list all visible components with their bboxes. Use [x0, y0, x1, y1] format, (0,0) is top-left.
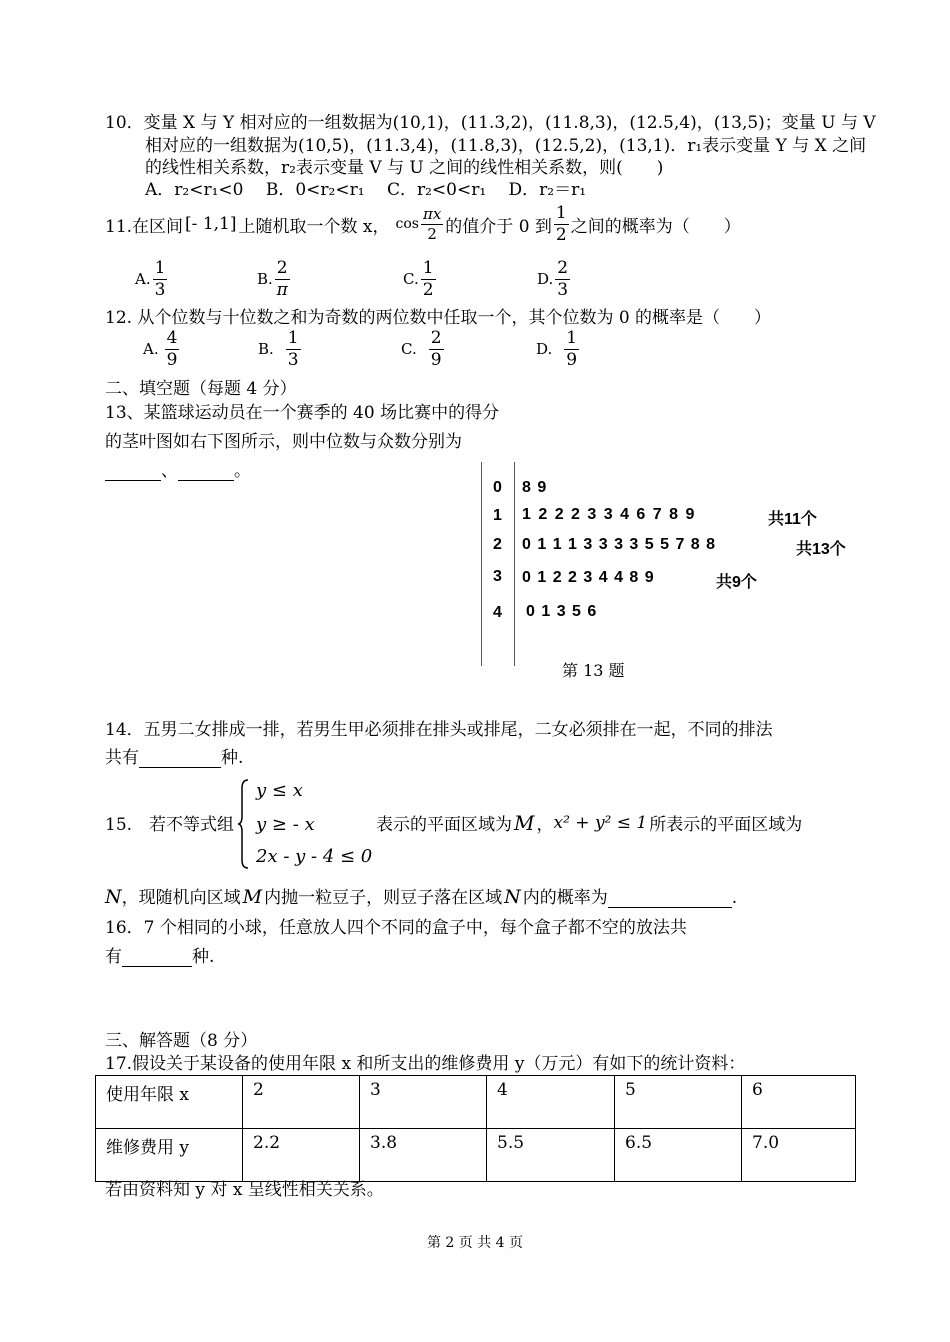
section-fill-in-title: 二、填空题（每题 4 分）	[105, 379, 297, 399]
option-num: 1	[287, 327, 299, 348]
q15-stem-right	[376, 810, 802, 835]
q11-half-den: 2	[555, 224, 567, 245]
q15-ineq-3: 2x - y - 4 ≤ 0	[256, 846, 373, 867]
q15-line2-d: 内抛一粒豆子，则豆子落在区域	[264, 888, 503, 908]
q15-line2-g: .	[731, 888, 738, 908]
option-num: 4	[166, 327, 178, 348]
q11-cos-den: 2	[427, 224, 437, 243]
q14-line1: 14．五男二女排成一排，若男生甲必须排在排头或排尾，二女必须排在一起，不同的排法	[105, 720, 773, 740]
option-num: 2	[276, 257, 288, 278]
q11-prefix: 11.在区间	[105, 216, 184, 237]
q14-line2	[105, 743, 243, 768]
q13-answer-line	[105, 456, 251, 481]
option-label: D.	[537, 270, 554, 288]
leaves-0: 8 9	[522, 479, 547, 496]
count-2: 共13个	[796, 541, 846, 558]
option-den: 3	[154, 279, 166, 300]
leaves-2: 0 1 1 1 3 3 3 3 5 5 7 8 8	[522, 536, 716, 553]
stem-4: 4	[493, 604, 502, 621]
option-label: C.	[401, 340, 417, 358]
q13-caption: 第 13 题	[562, 661, 625, 680]
table-cell: 6.5	[615, 1129, 742, 1182]
q10-line3: 的线性相关系数，r₂表示变量 V 与 U 之间的线性相关系数，则( )	[145, 158, 664, 178]
q15-prefix: 15. 若不等式组	[105, 815, 235, 835]
q15-region-m-2: M	[242, 886, 263, 908]
q11-half-num: 1	[555, 202, 567, 223]
option-label: A.	[143, 340, 159, 358]
option-num: 2	[557, 257, 569, 278]
q15-brace	[238, 778, 248, 870]
option-label: D.	[536, 340, 553, 358]
option-label: B.	[257, 270, 273, 288]
option-den: 9	[166, 349, 178, 370]
q11-interval: [- 1,1]	[185, 214, 237, 234]
stem-2: 2	[493, 536, 502, 553]
q16-line2-b: 种.	[192, 947, 215, 967]
q16-line1: 16．7 个相同的小球，任意放人四个不同的盒子中，每个盒子都不空的放法共	[105, 918, 687, 938]
page-footer: 第 2 页 共 4 页	[426, 1235, 524, 1251]
option-label: C.	[403, 270, 419, 288]
q15-comma: ，	[536, 815, 554, 835]
leaves-1: 1 2 2 2 3 3 4 6 7 8 9	[522, 506, 695, 523]
table-row	[96, 1076, 856, 1129]
table-cell: 使用年限 x	[96, 1076, 243, 1129]
q15-suffix: 所表示的平面区域为	[649, 815, 803, 835]
table-cell: 4	[487, 1076, 615, 1129]
q10-line2: 相对应的一组数据为(10,5)，(11.3,4)，(11.8,3)，(12.5,2)，(13,1)．r₁表示变量 Y 与 X 之间	[145, 136, 867, 156]
q15-mid: 表示的平面区域为	[376, 815, 512, 835]
q15-circle: x² + y² ≤ 1	[553, 812, 648, 833]
q15-line2-b: ，现随机向区域	[121, 888, 241, 908]
q11-cos-num: πx	[422, 204, 442, 223]
stem-leaf-divider	[514, 462, 515, 666]
table-cell: 5.5	[487, 1129, 615, 1182]
option-den: 3	[287, 349, 299, 370]
q11-option-a	[135, 255, 169, 303]
q12-option-a	[143, 325, 181, 373]
q11-suffix: 之间的概率为（ ）	[570, 216, 741, 237]
table-cell: 5	[615, 1076, 742, 1129]
q11-option-b	[257, 255, 292, 303]
leaves-3: 0 1 2 2 3 4 4 8 9	[522, 569, 654, 586]
table-cell: 7.0	[742, 1129, 856, 1182]
stem-1: 1	[493, 507, 502, 524]
q12-options	[143, 325, 603, 373]
option-den: 9	[430, 349, 442, 370]
q16-line2	[105, 942, 214, 967]
brace-icon	[238, 778, 250, 870]
count-1: 共11个	[768, 511, 817, 528]
q10-options: A．r₂<r₁<0 B．0<r₂<r₁ C．r₂<0<r₁ D．r₂＝r₁	[145, 180, 587, 200]
q14-line2-b: 种.	[221, 748, 244, 768]
q15-region-n: N	[105, 886, 122, 908]
leaves-4: 0 1 3 5 6	[526, 603, 597, 620]
option-num: 1	[566, 327, 578, 348]
q14-line2-a: 共有	[105, 748, 139, 768]
q15-region-n-2: N	[504, 886, 521, 908]
q15-region-m: M	[514, 810, 535, 835]
option-label: B.	[258, 340, 274, 358]
option-num: 1	[422, 257, 434, 278]
q15-ineq-2: y ≥ - x	[256, 814, 315, 835]
option-den: 2	[422, 279, 434, 300]
option-den: π	[276, 279, 288, 300]
q12-option-b	[258, 325, 303, 373]
table-cell: 2	[243, 1076, 360, 1129]
q11-options	[135, 255, 655, 303]
table-cell: 3	[360, 1076, 487, 1129]
q13-line1: 13、某篮球运动员在一个赛季的 40 场比赛中的得分	[105, 403, 500, 423]
q16-blank[interactable]	[122, 950, 192, 967]
q15-blank[interactable]	[608, 891, 732, 908]
table-cell: 3.8	[360, 1129, 487, 1182]
q15-ineq-1: y ≤ x	[256, 780, 303, 801]
q17-after: 若由资料知 y 对 x 呈线性相关关系。	[105, 1180, 384, 1200]
q11-mid: 上随机取一个数 x，	[238, 216, 390, 237]
table-cell: 2.2	[243, 1129, 360, 1182]
section-solution-title: 三、解答题（8 分）	[105, 1031, 258, 1051]
table-row	[96, 1129, 856, 1182]
q11-cos-fraction	[421, 204, 443, 243]
q14-blank[interactable]	[139, 751, 221, 768]
option-num: 2	[430, 327, 442, 348]
q13-end: 。	[234, 461, 251, 481]
q10-line1: 10．变量 X 与 Y 相对应的一组数据为(10,1)，(11.3,2)，(11.8,3)，(12.5,4)，(13,5)；变量 U 与 V	[105, 113, 876, 133]
q13-line2: 的茎叶图如右下图所示，则中位数与众数分别为	[105, 432, 462, 452]
q17-data-table	[95, 1075, 856, 1182]
stem-0: 0	[493, 479, 502, 496]
q12-option-c	[401, 325, 446, 373]
q13-blank-mode[interactable]	[178, 464, 234, 481]
table-cell: 维修费用 y	[96, 1129, 243, 1182]
q12-option-d	[536, 325, 581, 373]
option-num: 1	[154, 257, 166, 278]
q15-line2	[105, 883, 737, 908]
q11-stem	[105, 200, 741, 248]
q15-line2-f: 内的概率为	[522, 888, 608, 908]
stem-3: 3	[493, 568, 502, 585]
option-den: 3	[557, 279, 569, 300]
option-den: 9	[566, 349, 578, 370]
q11-option-c	[403, 255, 438, 303]
q12-stem: 12. 从个位数与十位数之和为奇数的两位数中任取一个，其个位数为 0 的概率是（ ）	[105, 308, 772, 328]
count-3: 共9个	[716, 574, 757, 591]
q11-mid2: 的值介于 0 到	[445, 216, 552, 237]
stem-leaf-left-line	[481, 462, 482, 666]
q16-line2-a: 有	[105, 947, 122, 967]
q13-separator: 、	[161, 461, 178, 481]
option-label: A.	[135, 270, 151, 288]
q13-blank-median[interactable]	[105, 464, 161, 481]
table-cell: 6	[742, 1076, 856, 1129]
q11-half-fraction	[554, 202, 569, 245]
q11-option-d	[537, 255, 572, 303]
q17-stem: 17.假设关于某设备的使用年限 x 和所支出的维修费用 y（万元）有如下的统计资料：	[105, 1054, 746, 1074]
q11-cos: cos	[395, 216, 419, 232]
